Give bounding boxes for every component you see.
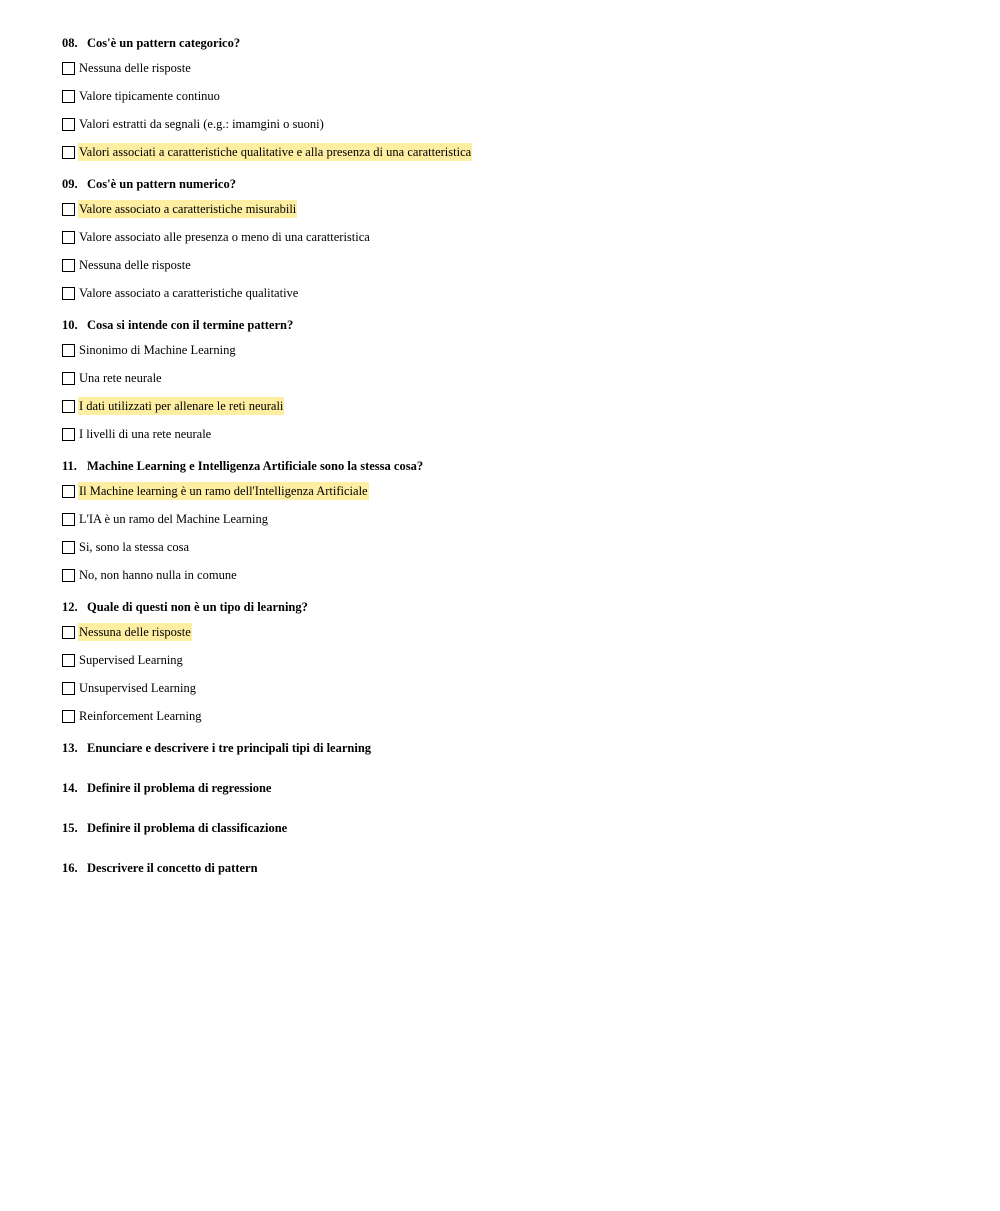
answer-text: Valore tipicamente continuo	[79, 89, 220, 103]
answer-text: Valore associato a caratteristiche qualitative	[79, 286, 299, 300]
checkbox[interactable]	[62, 372, 75, 385]
question-text: Descrivere il concetto di pattern	[87, 861, 258, 875]
checkbox[interactable]	[62, 344, 75, 357]
answer-option[interactable]	[62, 424, 962, 444]
question-title	[62, 858, 962, 878]
answer-option[interactable]	[62, 142, 962, 162]
question-13	[62, 738, 962, 758]
answer-text-highlighted: Nessuna delle risposte	[79, 625, 191, 639]
answer-options	[62, 58, 962, 162]
question-text: Machine Learning e Intelligenza Artificiale sono la stessa cosa?	[87, 459, 424, 473]
checkbox[interactable]	[62, 682, 75, 695]
answer-text: Reinforcement Learning	[79, 709, 202, 723]
question-number: 14.	[62, 781, 78, 795]
answer-option[interactable]	[62, 86, 962, 106]
answer-option[interactable]	[62, 565, 962, 585]
question-number: 16.	[62, 861, 78, 875]
checkbox[interactable]	[62, 569, 75, 582]
answer-options	[62, 622, 962, 726]
question-number: 15.	[62, 821, 78, 835]
question-08	[62, 33, 962, 162]
answer-option[interactable]	[62, 622, 962, 642]
question-12	[62, 597, 962, 726]
question-title	[62, 174, 962, 194]
answer-option[interactable]	[62, 537, 962, 557]
answer-options	[62, 481, 962, 585]
answer-text-highlighted: Il Machine learning è un ramo dell'Intelligenza Artificiale	[79, 484, 368, 498]
question-number: 08.	[62, 36, 78, 50]
question-title	[62, 315, 962, 335]
checkbox[interactable]	[62, 287, 75, 300]
checkbox[interactable]	[62, 62, 75, 75]
answer-text: No, non hanno nulla in comune	[79, 568, 237, 582]
checkbox[interactable]	[62, 400, 75, 413]
question-title	[62, 818, 962, 838]
answer-options	[62, 340, 962, 444]
question-09	[62, 174, 962, 303]
question-title	[62, 456, 962, 476]
checkbox[interactable]	[62, 626, 75, 639]
checkbox[interactable]	[62, 513, 75, 526]
checkbox[interactable]	[62, 118, 75, 131]
question-text: Cos'è un pattern numerico?	[87, 177, 236, 191]
question-title	[62, 738, 962, 758]
answer-option[interactable]	[62, 396, 962, 416]
checkbox[interactable]	[62, 428, 75, 441]
question-list	[62, 33, 962, 898]
answer-text-highlighted: Valori associati a caratteristiche qualitative e alla presenza di una caratteristica	[79, 145, 472, 159]
answer-option[interactable]	[62, 227, 962, 247]
checkbox[interactable]	[62, 710, 75, 723]
checkbox[interactable]	[62, 654, 75, 667]
question-text: Enunciare e descrivere i tre principali tipi di learning	[87, 741, 372, 755]
answer-option[interactable]	[62, 509, 962, 529]
question-title	[62, 778, 962, 798]
checkbox[interactable]	[62, 541, 75, 554]
answer-text: Nessuna delle risposte	[79, 61, 191, 75]
question-text: Definire il problema di regressione	[87, 781, 272, 795]
question-number: 10.	[62, 318, 78, 332]
answer-options	[62, 199, 962, 303]
answer-text: I livelli di una rete neurale	[79, 427, 212, 441]
checkbox[interactable]	[62, 203, 75, 216]
question-14	[62, 778, 962, 798]
checkbox[interactable]	[62, 146, 75, 159]
answer-text: Valori estratti da segnali (e.g.: imamgini o suoni)	[79, 117, 324, 131]
answer-text: Sinonimo di Machine Learning	[79, 343, 236, 357]
question-11	[62, 456, 962, 585]
answer-text-highlighted: I dati utilizzati per allenare le reti neurali	[79, 399, 284, 413]
answer-text: Nessuna delle risposte	[79, 258, 191, 272]
answer-option[interactable]	[62, 114, 962, 134]
checkbox[interactable]	[62, 90, 75, 103]
question-text: Quale di questi non è un tipo di learning?	[87, 600, 308, 614]
answer-option[interactable]	[62, 255, 962, 275]
answer-text: Valore associato alle presenza o meno di una caratteristica	[79, 230, 370, 244]
checkbox[interactable]	[62, 259, 75, 272]
question-number: 11.	[62, 459, 77, 473]
answer-text: Unsupervised Learning	[79, 681, 196, 695]
answer-option[interactable]	[62, 650, 962, 670]
question-title	[62, 597, 962, 617]
question-text: Cosa si intende con il termine pattern?	[87, 318, 294, 332]
answer-option[interactable]	[62, 283, 962, 303]
answer-text: Supervised Learning	[79, 653, 183, 667]
question-16	[62, 858, 962, 878]
answer-text-highlighted: Valore associato a caratteristiche misurabili	[79, 202, 297, 216]
answer-text: L'IA è un ramo del Machine Learning	[79, 512, 268, 526]
answer-option[interactable]	[62, 58, 962, 78]
question-10	[62, 315, 962, 444]
checkbox[interactable]	[62, 231, 75, 244]
answer-option[interactable]	[62, 706, 962, 726]
question-title	[62, 33, 962, 53]
question-number: 09.	[62, 177, 78, 191]
question-15	[62, 818, 962, 838]
answer-option[interactable]	[62, 368, 962, 388]
answer-option[interactable]	[62, 678, 962, 698]
answer-option[interactable]	[62, 481, 962, 501]
checkbox[interactable]	[62, 485, 75, 498]
question-number: 13.	[62, 741, 78, 755]
question-number: 12.	[62, 600, 78, 614]
answer-text: Si, sono la stessa cosa	[79, 540, 190, 554]
question-text: Cos'è un pattern categorico?	[87, 36, 241, 50]
answer-option[interactable]	[62, 199, 962, 219]
question-text: Definire il problema di classificazione	[87, 821, 288, 835]
answer-text: Una rete neurale	[79, 371, 162, 385]
answer-option[interactable]	[62, 340, 962, 360]
